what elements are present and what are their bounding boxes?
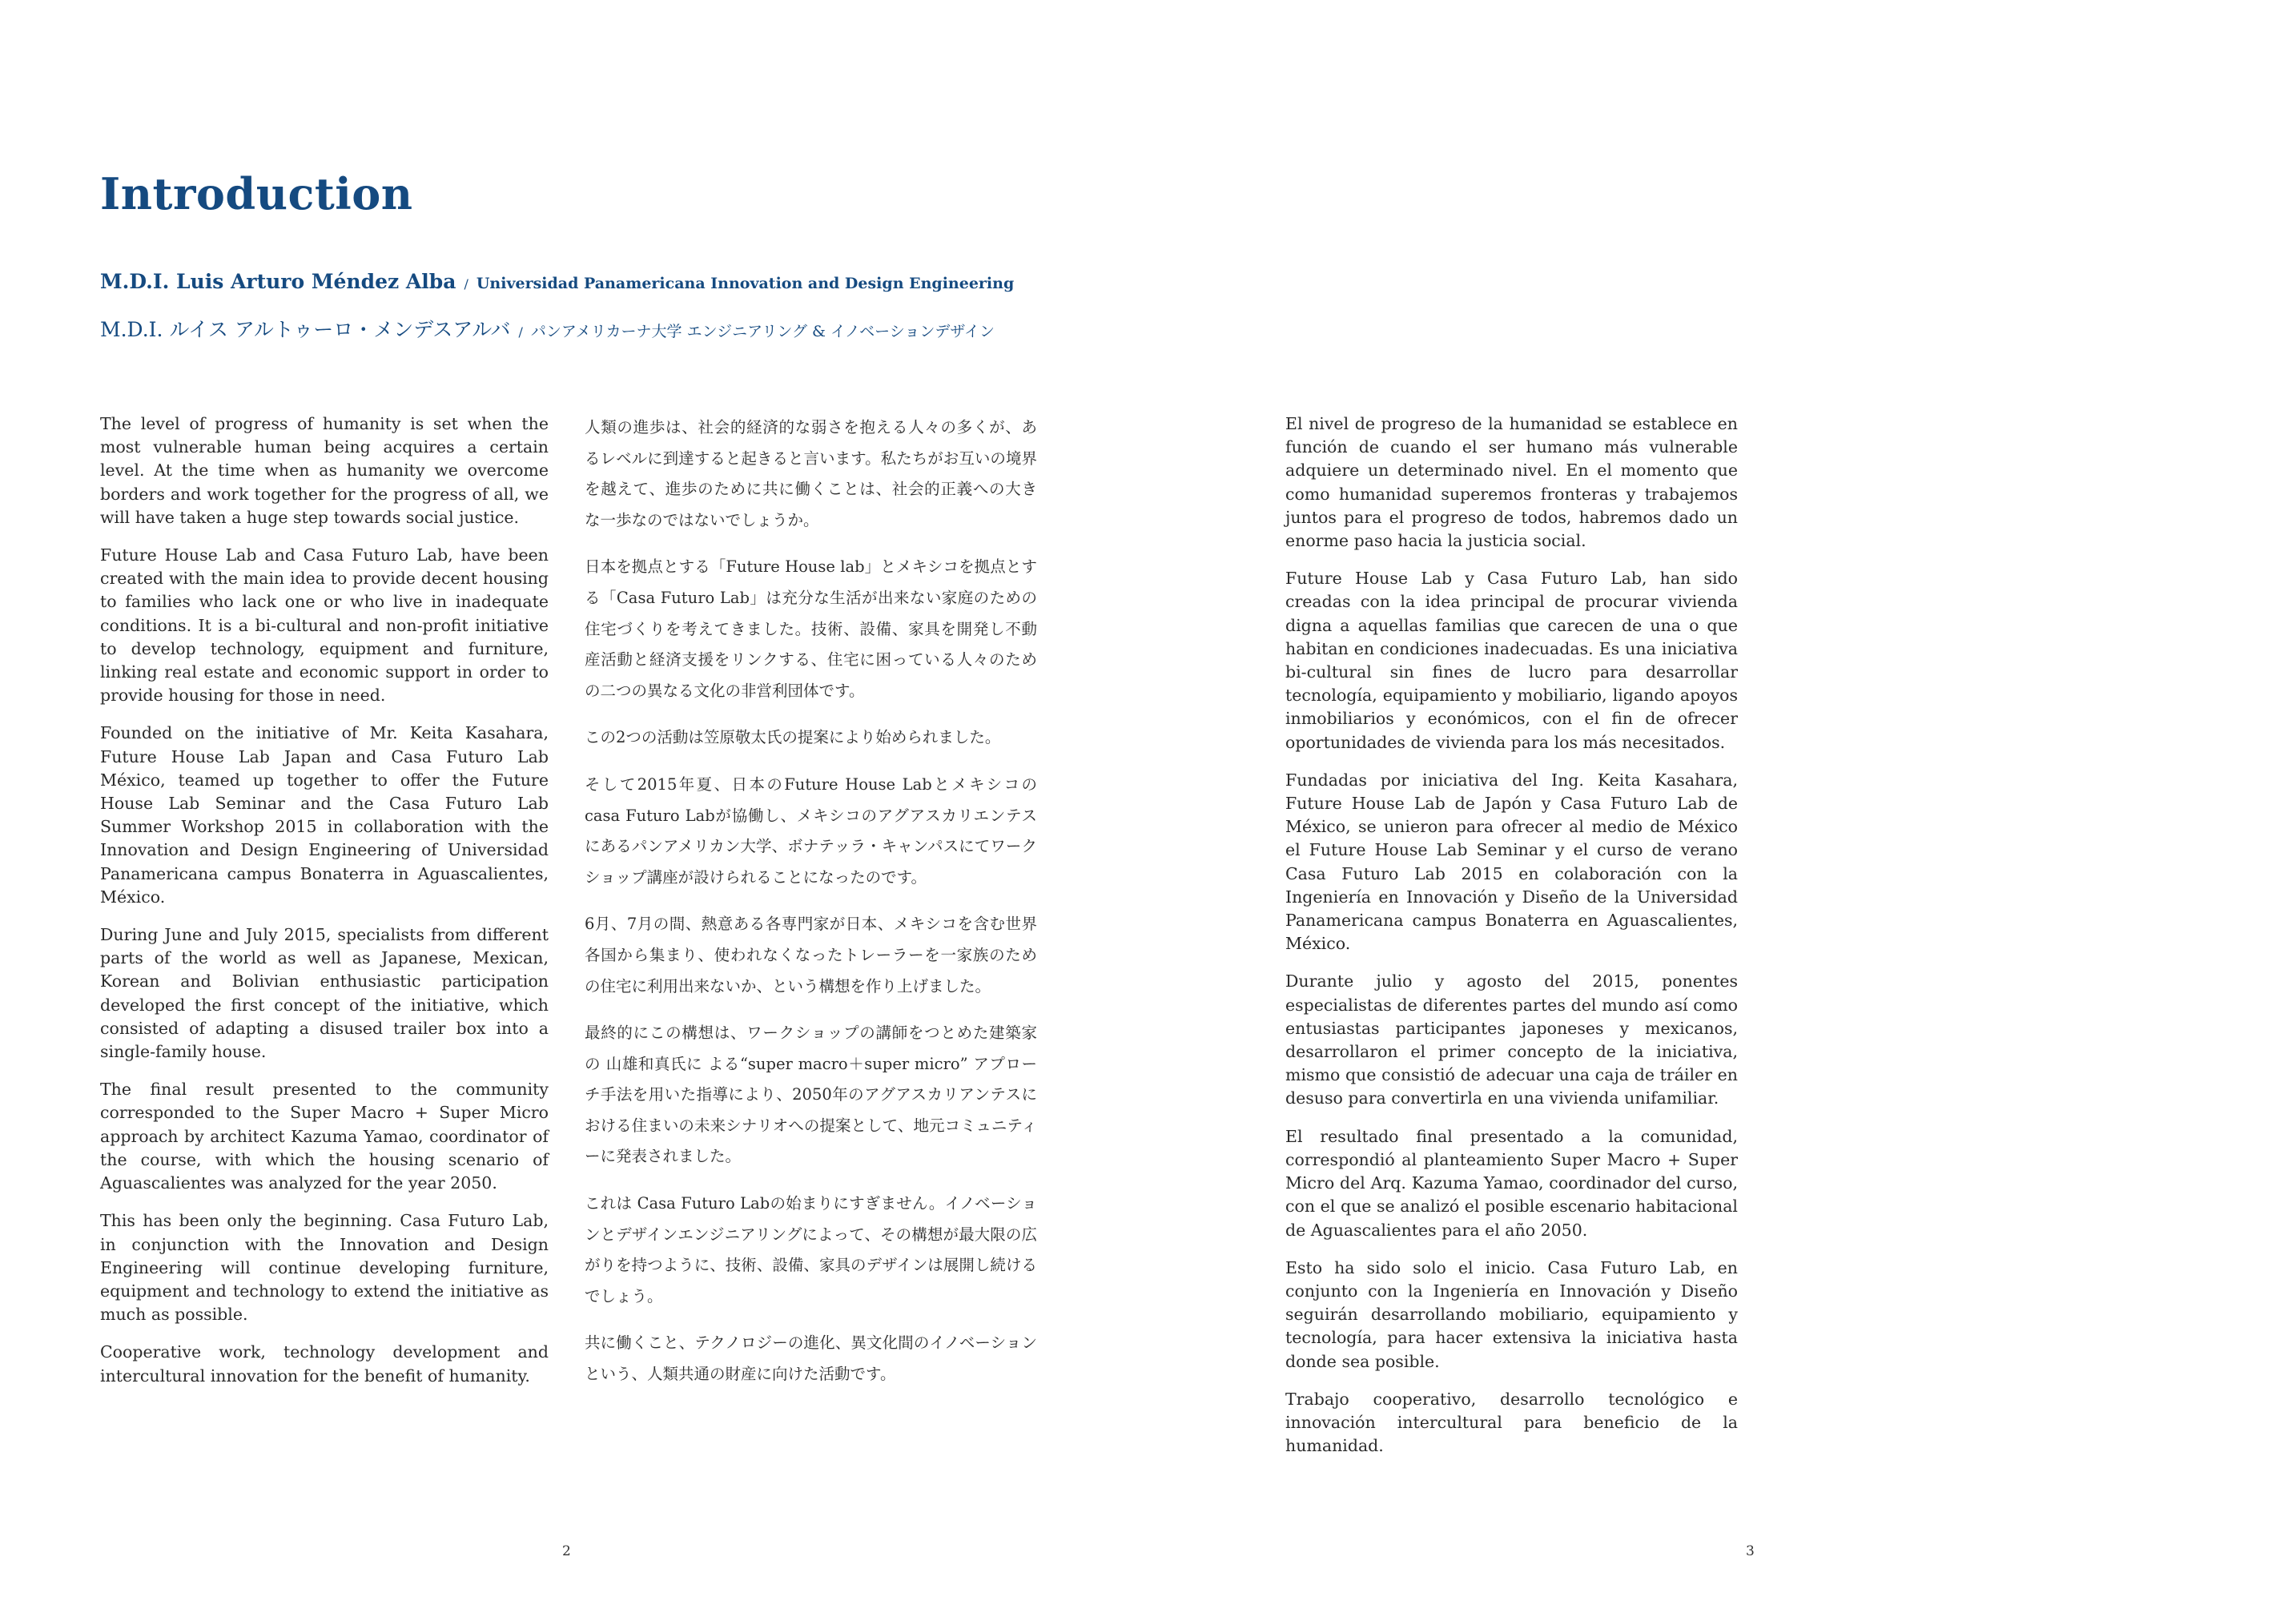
paragraph: During June and July 2015, specialists from different parts of the world as well as Japanese, Mexican, Korean and Bolivian enthusiastic participation developed the first concept of the initiative, which consisted of adapting a disused trailer box into a single-family house. — [100, 925, 549, 1062]
paragraph: Founded on the initiative of Mr. Keita Kasahara, Future House Lab Japan and Casa Futuro Lab México, teamed up together to offer the Future House Lab Seminar and the Casa Futuro Lab Summer Workshop 2015 in collaboration with the Innovation and Design Engineering of Universidad Panamericana campus Bonaterra in Aguascalientes, México. — [100, 723, 549, 907]
author-line-english — [100, 270, 1014, 293]
english-column — [100, 412, 549, 1402]
page-title: Introduction — [100, 168, 413, 219]
paragraph-es: Esto ha sido solo el inicio. Casa Futuro Lab, en conjunto con la Ingeniería en Innovación y Diseño seguirán desarrollando mobiliario, equipamiento y tecnología, para hacer extensiva la iniciativa hasta donde sea posible. — [1285, 1257, 1738, 1371]
page-number-right: 3 — [1746, 1543, 1755, 1559]
japanese-column — [585, 412, 1037, 1406]
author-line-japanese — [100, 314, 995, 343]
paragraph: Cooperative work, technology development and intercultural innovation for the benefit of humanity. — [100, 1342, 549, 1386]
spanish-column — [1285, 412, 1738, 1472]
paragraph-ja: 日本を拠点とする「Future House lab」とメキシコを拠点とする「Casa Futuro Lab」は充分な生活が出来ない家庭のための住宅づくりを考えてきました。技術、設備、家具を開発し不動産活動と経済支援をリンクする、住宅に困っている人々のための二つの異なる文化の非営利団体です。 — [585, 557, 1037, 700]
author-affiliation: Universidad Panamericana Innovation and Design Engineering — [476, 275, 1015, 292]
paragraph: The final result presented to the community corresponded to the Super Macro + Super Micro approach by architect Kazuma Yamao, coordinator of the course, with which the housing scenario of Aguascalientes was analyzed for the year 2050. — [100, 1080, 549, 1193]
paragraph: Future House Lab and Casa Futuro Lab, have been created with the main idea to provide decent housing to families who lack one or who live in inadequate conditions. It is a bi-cultural and non-profit initiative to develop technology, equipment and furniture, linking real estate and economic support in order to provide housing for those in need. — [100, 545, 549, 706]
paragraph-ja: 最終的にこの構想は、ワークショップの講師をつとめた建築家の 山雄和真氏に よる“super macro＋super micro” アプローチ手法を用いた指導により、2050年のアグアスカリアンテスにおける住まいの未来シナリオへの提案として、地元コミュニティーに発表されました。 — [585, 1024, 1037, 1166]
paragraph: This has been only the beginning. Casa Futuro Lab, in conjunction with the Innovation and Design Engineering will continue developing furniture, equipment and technology to extend the initiative as much as possible. — [100, 1211, 549, 1325]
author-name: M.D.I. Luis Arturo Méndez Alba — [100, 270, 456, 293]
paragraph-ja: そして2015年夏、日本のFuture House Labとメキシコのcasa Futuro Labが協働し、メキシコのアグアスカリエンテスにあるパンアメリカン大学、ボナテッラ・キャンパスにてワークショップ講座が設けられることになったのです。 — [585, 774, 1037, 887]
paragraph-es: Trabajo cooperativo, desarrollo tecnológico e innovación intercultural para beneficio de la humanidad. — [1285, 1389, 1738, 1456]
paragraph-es: El resultado final presentado a la comunidad, correspondió al planteamiento Super Macro + Super Micro del Arq. Kazuma Yamao, coordinador del curso, con el que se analizó el posible escenario habitacional de Aguascalientes para el año 2050. — [1285, 1126, 1738, 1240]
paragraph-es: Durante julio y agosto del 2015, ponentes especialistas de diferentes partes del mundo así como entusiastas participantes japoneses y mexicanos, desarrollaron el primer concepto de la iniciativa, mismo que consistió de adecuar una caja de tráiler en desuso para convertirla en una vivienda unifamiliar. — [1285, 971, 1738, 1108]
page-number-left: 2 — [562, 1543, 571, 1559]
paragraph-ja: この2つの活動は笠原敬太氏の提案により始められました。 — [585, 728, 1001, 747]
paragraph-ja: 共に働くこと、テクノロジーの進化、異文化間のイノベーションという、人類共通の財産に向けた活動です。 — [585, 1333, 1037, 1384]
paragraph-ja: 6月、7月の間、熱意ある各専門家が日本、メキシコを含む世界各国から集まり、使われなくなったトレーラーを一家族のための住宅に利用出来ないか、という構想を作り上げました。 — [585, 915, 1037, 996]
author-affiliation-ja: パンアメリカーナ大学 エンジニアリング & イノベーションデザイン — [530, 323, 995, 340]
paragraph-ja: これは Casa Futuro Labの始まりにすぎません。イノベーションとデザインエンジニアリングによって、その構想が最大限の広がりを持つように、技術、設備、家具のデザインは展開し続けるでしょう。 — [585, 1194, 1037, 1305]
author-separator: / — [464, 276, 468, 292]
paragraph-es: Future House Lab y Casa Futuro Lab, han sido creadas con la idea principal de procurar vivienda digna a aquellas familias que carecen de una o que habitan en condiciones inadecuadas. Es una iniciativa bi-cultural sin fines de lucro para desarrollar tecnología, equipamiento y mobiliario, ligando apoyos inmobiliarios y económicos, con el fin de ofrecer oportunidades de vivienda para los más necesitados. — [1285, 569, 1738, 752]
paragraph: The level of progress of humanity is set when the most vulnerable human being acquires a certain level. At the time when as humanity we overcome borders and work together for the progress of all, we will have taken a huge step towards social justice. — [100, 414, 549, 527]
paragraph-ja: 人類の進歩は、社会的経済的な弱さを抱える人々の多くが、あるレベルに到達すると起きると言います。私たちがお互いの境界を越えて、進歩のために共に働くことは、社会的正義への大きな一歩なのではないでしょうか。 — [585, 418, 1037, 529]
author-name-ja: M.D.I. ルイス アルトゥーロ・メンデスアルバ — [100, 318, 511, 341]
paragraph-es: El nivel de progreso de la humanidad se establece en función de cuando el ser humano más vulnerable adquiere un determinado nivel. En el momento que como humanidad superemos fronteras y trabajemos juntos para el progreso de todos, habremos dado un enorme paso hacia la justicia social. — [1285, 414, 1738, 551]
author-separator-ja: / — [518, 324, 523, 340]
paragraph-es: Fundadas por iniciativa del Ing. Keita Kasahara, Future House Lab de Japón y Casa Futuro Lab de México, se unieron para ofrecer al medio de México el Future House Lab Seminar y el curso de verano Casa Futuro Lab 2015 en colaboración con la Ingeniería en Innovación y Diseño de la Universidad Panamericana campus Bonaterra en Aguascalientes, México. — [1285, 770, 1738, 954]
